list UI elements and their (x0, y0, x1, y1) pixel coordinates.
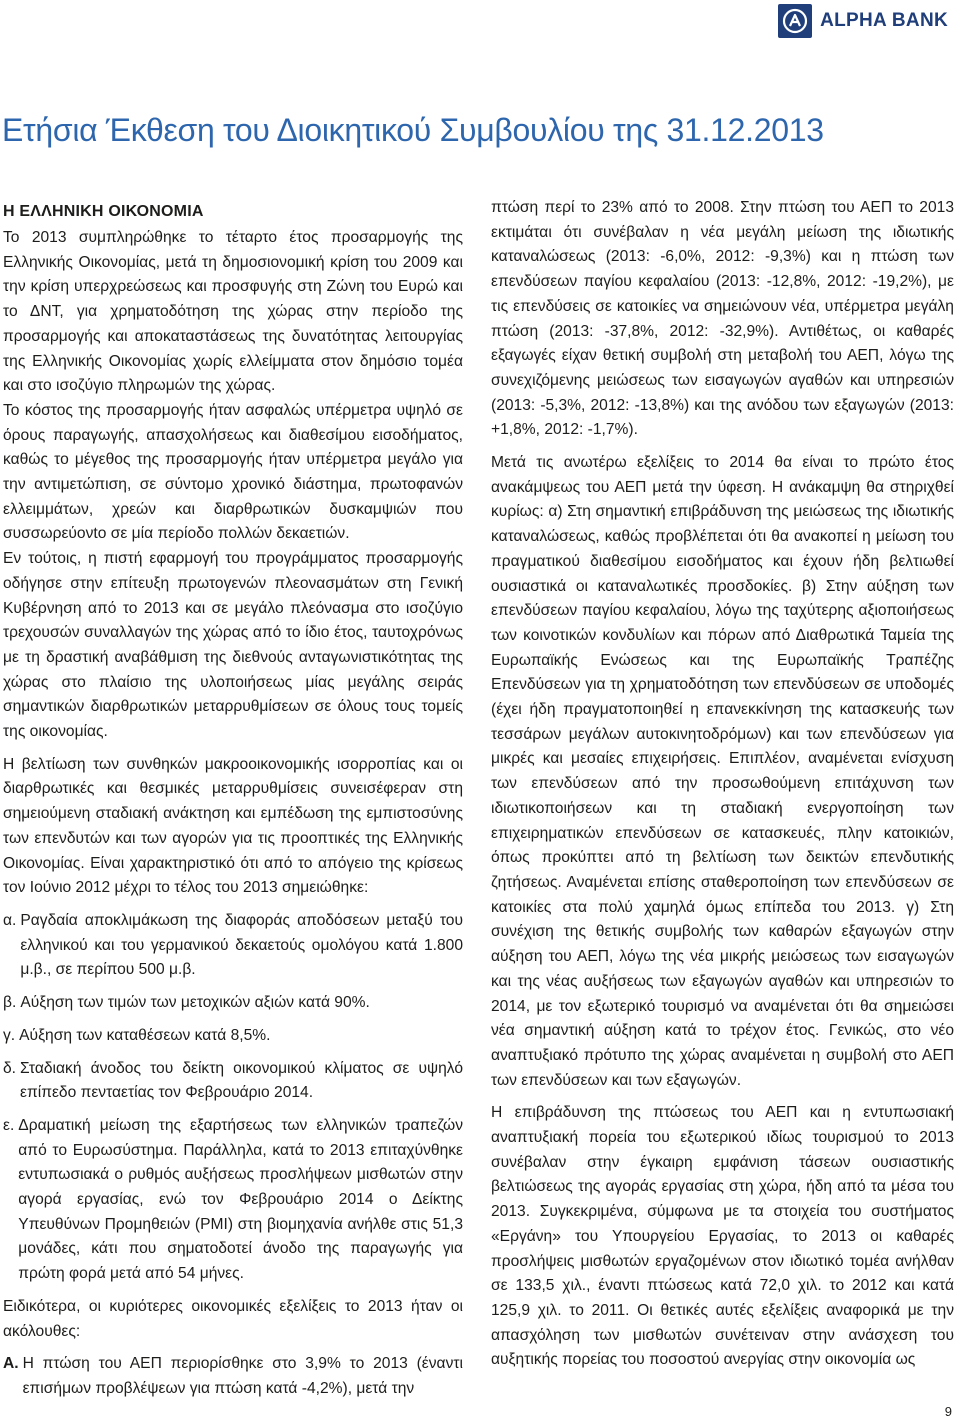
list-marker: δ. (3, 1059, 17, 1077)
header-logo (778, 3, 948, 39)
list-item (3, 991, 463, 1016)
section-heading: Η ΕΛΛΗΝΙΚΗ ΟΙΚΟΝΟΜΙΑ (3, 203, 204, 220)
paragraph: Το κόστος της προσαρμογής ήταν ασφαλώς υπέρμετρα υψηλό σε όρους παραγωγής, απασχολήσεως και διαθεσίμου εισοδήματος, καθώς το μέγεθος της προσαρμογής ήταν υπέρμετρα μεγάλο για την αντιμετώπιση, σε σύντομο χρονικό διάστημα, πρωτοφανών ελλειμμάτων, χρεών και διαρθρωτικών δυσκαμψιών που συσσωρεύονto σε μία περίοδο πολλών δεκαετιών. (3, 401, 463, 543)
list-text: Η πτώση του ΑΕΠ περιορίσθηκε στο 3,9% το 2013 (έναντι επισήμων προβλέψεων για πτώση κατά -4,2%), μετά την (22, 1355, 463, 1397)
paragraph: Το 2013 συμπληρώθηκε το τέταρτο έτος προσαρμογής της Ελληνικής Οικονομίας, μετά τη δημοσιονομική κρίση του 2009 και την κρίση υπερχρεώσεως και προσφυγής στη Ζώνη του Ευρώ και το ΔΝΤ, για χρηματοδότηση της χώρας στην περίοδο της προσαρμογής και αποκαταστάσεως της δυνατότητας λειτουργίας της Ελληνικής Οικονομίας χωρίς ελλείμματα στον δημόσιο τομέα και στο ισοζύγιο πληρωμών της χώρας. (3, 229, 463, 395)
list-item (3, 1114, 463, 1287)
left-column (3, 198, 463, 1410)
list-item (3, 1352, 463, 1401)
list-text: Σταδιακή άνοδος του δείκτη οικονομικού κλίματος σε υψηλό επίπεδο πενταετίας τον Φεβρουάριο 2014. (20, 1059, 463, 1102)
paragraph: Εν τούτοις, η πιστή εφαρμογή του προγράμματος προσαρμογής οδήγησε στην επίτευξη πρωτογενών πλεονασμάτων στη Γενική Κυβέρνηση από το 2013 και σε μεγάλο πλεόνασμα στο ισοζύγιο τρεχουσών συναλλαγών της χώρας από το ίδιο έτος, ταυτοχρόνως με τη δραστική αναβάθμιση της διεθνούς ανταγωνιστικότητας της χώρας στο πλαίσιο της υλοποιήσεως μίας μεγάλης σειράς σημαντικών διαρθρωτικών μεταρρυθμίσεων σε όλους τους τομείς της οικονομίας. (3, 550, 463, 741)
paragraph: Μετά τις ανωτέρω εξελίξεις το 2014 θα είναι το πρώτο έτος ανακάμψεως του ΑΕΠ μετά την ύφεση. Η ανάκαμψη θα στηριχθεί κυρίως: α) Στη σημαντική επιβράδυνση της μειώσεως της ιδιωτικής καταναλώσεως, καθώς προβλέπεται ότι θα ανακοπεί η μείωση του πραγματικού διαθεσίμου εισοδήματος και έχουν ήδη βελτιωθεί ουσιαστικά οι καταναλωτικές προσδοκίες. β) Στην αύξηση των επενδύσεων παγίου κεφαλαίου, λόγω της ταχύτερης αξιοποιήσεως των κοινοτικών κονδυλίων και πόρων από Διαθρωτικά Ταμεία της Ευρωπαϊκής Ενώσεως και της Ευρωπαϊκής Τραπέζης Επενδύσεων για τη χρηματοδότηση των επενδύσεων σε υποδομές (έχει ήδη πραγματοποιηθεί η επανεκκίνηση της κατασκευής των τεσσάρων μεγάλων αυτοκινητοδρόμων) και των επενδύσεων για μικρές και μεσαίες επιχειρήσεις. Επιπλέον, αναμένεται ενίσχυση των επενδύσεων από την προσωθούμενη επιτάχυνση των ιδιωτικοποιήσεων και τη σταδιακή ενεργοποίηση των επιχειρηματικών επενδύσεων σε κατασκευές, πλην κατοικιών, όπως προκύπτει από τη βελτίωση των δεικτών επενδυτικής ζητήσεως. Αναμένεται επίσης σταθεροποίηση των επενδύσεων σε κατοικίες στα πολύ χαμηλά όμως επίπεδα του 2013. γ) Στη συνέχιση της θετικής συμβολής των καθαρών εξαγωγών στην αύξηση του ΑΕΠ, λόγω της νέα μικρής μειώσεως των εισαγωγών και της νέας αυξήσεως των εξαγωγών αγαθών και υπηρεσιών το 2014, με τον εξωτερικό τουρισμό να αναμένεται ότι θα σημειώσει νέα σημαντική αύξηση κατά το τρέχον έτος. Γενικώς, στο νέο αναπτυξιακό πρότυπο της χώρας αναμένεται η συμβολή στο ΑΕΠ των επενδύσεων και των εξαγωγών. (491, 454, 954, 1089)
list-text: Αύξηση των τιμών των μετοχικών αξιών κατά 90%. (20, 994, 370, 1012)
right-column (491, 196, 954, 1381)
brand-name: ALPHA BANK (820, 10, 948, 31)
list-marker: β. (3, 994, 17, 1012)
paragraph: Ειδικότερα, οι κυριότερες οικονομικές εξελίξεις το 2013 ήταν οι ακόλουθες: (3, 1297, 463, 1340)
paragraph: Η επιβράδυνση της πτώσεως του ΑΕΠ και η εντυπωσιακή αναπτυξιακή πορεία του εξωτερικού ιδίως τουρισμού το 2013 συνέβαλαν στην έγκαιρη εμφάνιση τάσεων ουσιαστικής βελτιώσεως της αγοράς εργασίας στη χώρα, ήδη από τα μέσα του 2013. Συγκεκριμένα, σύμφωνα με τα στοιχεία του συστήματος «Εργάνη» του Υπουργείου Εργασίας, το 2013 οι καθαρές προσλήψεις μισθωτών εργαζομένων στον ιδιωτικό τομέα ανήλθαν σε 133,5 χιλ., έναντι πτώσεως κατά 72,0 χιλ. το 2012 και κατά 125,9 χιλ. το 2011. Οι θετικές αυτές εξελίξεις αναφορικά με την απασχόληση των μισθωτών συνέτειναν στην ανάσχεση του αυξητικής πορείας του ποσοστού ανεργίας στην οικονομία ως (491, 1104, 954, 1369)
list-marker: γ. (3, 1026, 16, 1044)
list-text: Δραματική μείωση της εξαρτήσεως των ελληνικών τραπεζών από το Ευρωσύστημα. Παράλληλα, κατά το 2013 επιταχύνθηκε εντυπωσιακά ο ρυθμός αυξήσεως προσλήψεων μισθωτών στην αγορά εργασίας, ενώ τον Φεβρουάριο 2014 ο Δείκτης Υπευθύνων Προμηθειών (PMI) στη βιομηχανία ανήλθε στις 51,3 μονάδες, κάτι που σηματοδοτεί άνοδο της παραγωγής για πρώτη φορά μετά από 54 μήνες. (18, 1116, 463, 1283)
paragraph: Η βελτίωση των συνθηκών μακροοικονομικής ισορροπίας και οι διαρθρωτικές και θεσμικές μεταρρυθμίσεις συνεισέφεραν στη σημειούμενη σταδιακή ανάκτηση και εμπέδωση της εμπιστοσύνης των επενδυτών και των αγορών για τις προοπτικές της Ελληνικής Οικονομίας. Είναι χαρακτηριστικό ότι από το απόγειο της κρίσεως τον Ιούνιο 2012 μέχρι το τέλος του 2013 σημειώθηκε: (3, 755, 463, 897)
list-marker: ε. (3, 1116, 15, 1134)
alpha-bank-logo-icon (778, 4, 812, 38)
list-text: Αύξηση των καταθέσεων κατά 8,5%. (19, 1026, 271, 1044)
list-marker: α. (3, 911, 17, 929)
list-text: Ραγδαία αποκλιμάκωση της διαφοράς αποδόσεων μεταξύ του ελληνικού και του γερμανικού δεκαετούς ομολόγου κατά 1.800 μ.β., σε περίπου 500 μ.β. (20, 911, 463, 979)
list-marker: Α. (3, 1355, 19, 1373)
page-title: Ετήσια Έκθεση του Διοικητικού Συμβουλίου της 31.12.2013 (2, 112, 824, 148)
paragraph: πτώση περί το 23% από το 2008. Στην πτώση του ΑΕΠ το 2013 εκτιμάται ότι συνέβαλαν η νέα μεγάλη μείωση της ιδιωτικής καταναλώσεως (2013: -6,0%, 2012: -9,3%) και η πτώση των επενδύσεων παγίου κεφαλαίου (2013: -12,8%, 2012: -19,2%), με τις επενδύσεις σε κατοικίες να σημειώνουν νέα, υπέρμετρα μεγάλη πτώση (2013: -37,8%, 2012: -32,9%). Αντιθέτως, οι καθαρές εξαγωγές είχαν θετική συμβολή στη μεταβολή του ΑΕΠ, λόγω της συνεχιζόμενης μειώσεως των εισαγωγών αγαθών και υπηρεσιών (2013: -5,3%, 2012: -13,8%) και της ανόδου των εξαγωγών (2013: +1,8%, 2012: -1,7%). (491, 199, 954, 439)
list-item (3, 909, 463, 983)
list-item (3, 1057, 463, 1106)
list-item (3, 1024, 463, 1049)
page-number: 9 (944, 1404, 952, 1419)
